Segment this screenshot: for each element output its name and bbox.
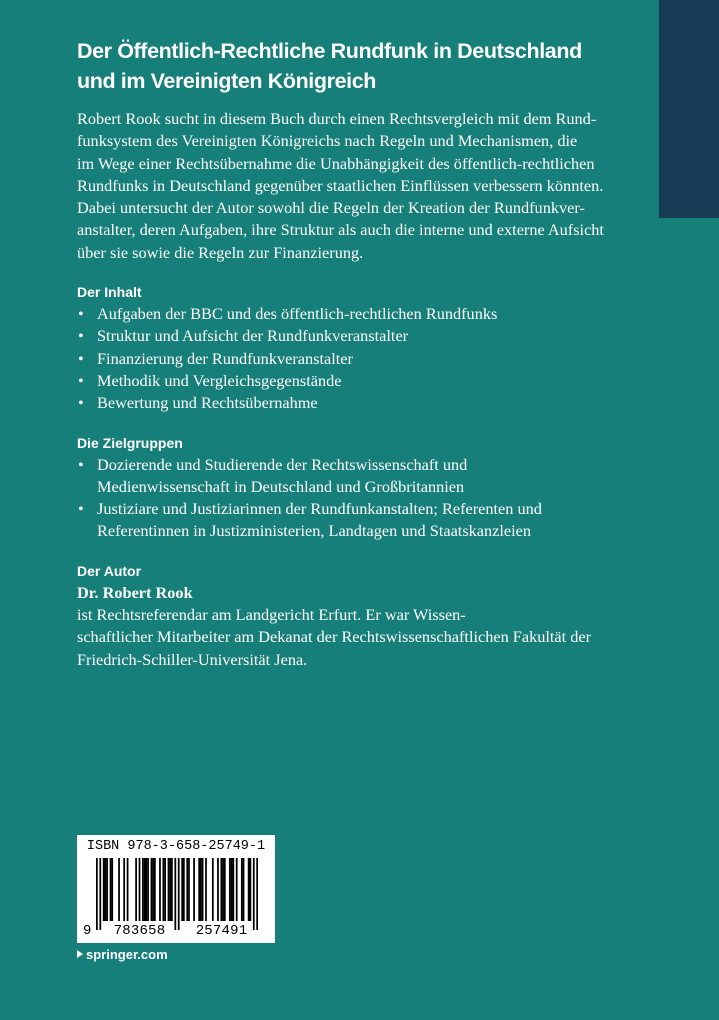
description-line: über sie sowie die Regeln zur Finanzierung. — [77, 242, 364, 262]
back-cover-content — [77, 108, 642, 671]
barcode-bar — [188, 858, 190, 921]
ean-right-group: 257491 — [195, 923, 248, 939]
barcode-bar — [163, 858, 165, 921]
description-line: Rundfunks in Deutschland gegenüber staatlichen Einflüssen verbessern könnten. — [77, 175, 604, 195]
barcode-bar — [103, 858, 105, 921]
barcode-bar — [105, 858, 107, 921]
book-title-line-1: Der Öffentlich-Rechtliche Rundfunk in Deutschland — [77, 39, 582, 63]
bullet-icon: • — [78, 348, 84, 368]
barcode-bar — [220, 858, 222, 921]
barcode-guard-bar — [178, 858, 180, 930]
barcode-bar — [142, 858, 144, 921]
barcode-bar — [217, 858, 219, 921]
bullet-icon: • — [78, 326, 84, 346]
list-item-line: Justiziare und Justiziarinnen der Rundfunkanstalten; Referenten und — [97, 499, 542, 519]
barcode-bar — [181, 858, 183, 921]
barcode-guard-bar — [256, 858, 258, 930]
isbn-label: ISBN 978-3-658-25749-1 — [86, 839, 266, 854]
barcode-bar — [205, 858, 207, 921]
author-bio-line: schaftlicher Mitarbeiter am Dekanat der Rechtswissenschaftlichen Fakultät der — [77, 627, 592, 647]
list-item — [77, 498, 642, 543]
autor-heading: Der Autor — [77, 562, 142, 579]
barcode-bar — [106, 858, 108, 921]
barcode-bar — [123, 858, 125, 921]
barcode-bar — [127, 858, 129, 921]
list-item: • Bewertung und Rechtsübernahme — [77, 392, 642, 414]
book-title — [77, 36, 637, 96]
barcode-bar — [111, 858, 113, 921]
ean-left-group: 783658 — [113, 923, 166, 939]
zielgruppen-heading: Die Zielgruppen — [77, 434, 183, 451]
author-bio — [77, 582, 642, 671]
list-item-line: Referentinnen in Justizministerien, Landtagen und Staatskanzleien — [97, 521, 532, 541]
list-item: • Methodik und Vergleichsgegenstände — [77, 370, 642, 392]
barcode-bar — [193, 858, 195, 921]
barcode-guard-bar — [96, 858, 98, 930]
barcode-bar — [249, 858, 251, 921]
inhalt-list — [77, 303, 642, 414]
list-item: • Aufgaben der BBC und des öffentlich-rechtlichen Rundfunks — [77, 303, 642, 325]
description-line: Dabei untersucht der Autor sowohl die Regeln der Kreation der Rundfunkver- — [77, 198, 585, 218]
barcode-bar — [200, 858, 202, 921]
author-bio-line: Friedrich-Schiller-Universität Jena. — [77, 649, 308, 669]
list-item-line: Dozierende und Studierende der Rechtswissenschaft und — [97, 454, 468, 474]
list-item — [77, 454, 642, 499]
book-description — [77, 108, 642, 264]
description-line: anstalter, deren Aufgaben, ihre Struktur als auch die interne und externe Aufsicht — [77, 220, 604, 240]
barcode-bar — [152, 858, 154, 921]
list-item: • Finanzierung der Rundfunkveranstalter — [77, 348, 642, 370]
bullet-icon: • — [78, 454, 84, 474]
author-name: Dr. Robert Rook — [77, 582, 193, 602]
barcode-bars — [96, 858, 258, 930]
barcode-bar — [139, 858, 141, 921]
barcode-bar — [135, 858, 137, 921]
springer-link-text: springer.com — [86, 947, 168, 962]
barcode-guard-bar — [174, 858, 176, 930]
bullet-icon: • — [78, 499, 84, 519]
barcode-bar — [232, 858, 234, 921]
barcode-bar — [243, 858, 245, 921]
barcode-bar — [168, 858, 170, 921]
barcode-bar — [198, 858, 200, 921]
barcode-bar — [241, 858, 243, 921]
bullet-icon: • — [78, 370, 84, 390]
barcode-bar — [224, 858, 226, 921]
author-bio-text: ist Rechtsreferendar am Landgericht Erfurt. Er war Wissen- — [77, 605, 466, 625]
inhalt-heading: Der Inhalt — [77, 284, 142, 301]
isbn-barcode — [77, 835, 275, 943]
barcode-bar — [154, 858, 156, 921]
barcode-bar — [183, 858, 185, 921]
description-line: Robert Rook sucht in diesem Buch durch einen Rechtsvergleich mit dem Rund- — [77, 109, 597, 128]
list-item-line: Medienwissenschaft in Deutschland und Großbritannien — [97, 476, 465, 496]
bullet-icon: • — [78, 393, 84, 413]
barcode-bar — [248, 858, 250, 921]
barcode-bar — [231, 858, 233, 921]
author-bio-line — [77, 582, 642, 627]
barcode-bar — [169, 858, 171, 921]
barcode-bar — [236, 858, 238, 921]
barcode-bar — [186, 858, 188, 921]
barcode-bar — [212, 858, 214, 921]
description-line: im Wege einer Rechtsübernahme die Unabhängigkeit des öffentlich-rechtlichen — [77, 153, 595, 173]
book-title-line-2: und im Vereinigten Königreich — [77, 69, 376, 93]
zielgruppen-list — [77, 454, 642, 543]
barcode-guard-bar — [253, 858, 255, 930]
ean-first-digit: 9 — [83, 923, 92, 939]
arrow-right-icon — [77, 950, 83, 958]
barcode-bar — [222, 858, 224, 921]
barcode-bar — [164, 858, 166, 921]
barcode-bar — [202, 858, 204, 921]
barcode-bar — [171, 858, 173, 921]
list-item: • Struktur und Aufsicht der Rundfunkveranstalter — [77, 325, 642, 347]
barcode-guard-bar — [99, 858, 101, 930]
corner-accent-tab — [659, 0, 719, 218]
barcode-bar — [118, 858, 120, 921]
description-line: funksystem des Vereinigten Königreichs nach Regeln und Mechanismen, die — [77, 131, 578, 151]
barcode-bar — [159, 858, 161, 921]
barcode-bar — [144, 858, 146, 921]
bullet-icon: • — [78, 304, 84, 324]
barcode-bar — [110, 858, 112, 921]
springer-link[interactable] — [77, 946, 168, 964]
barcode-bar — [151, 858, 153, 921]
barcode-bar — [145, 858, 147, 921]
barcode-bar — [147, 858, 149, 921]
barcode-bar — [229, 858, 231, 921]
